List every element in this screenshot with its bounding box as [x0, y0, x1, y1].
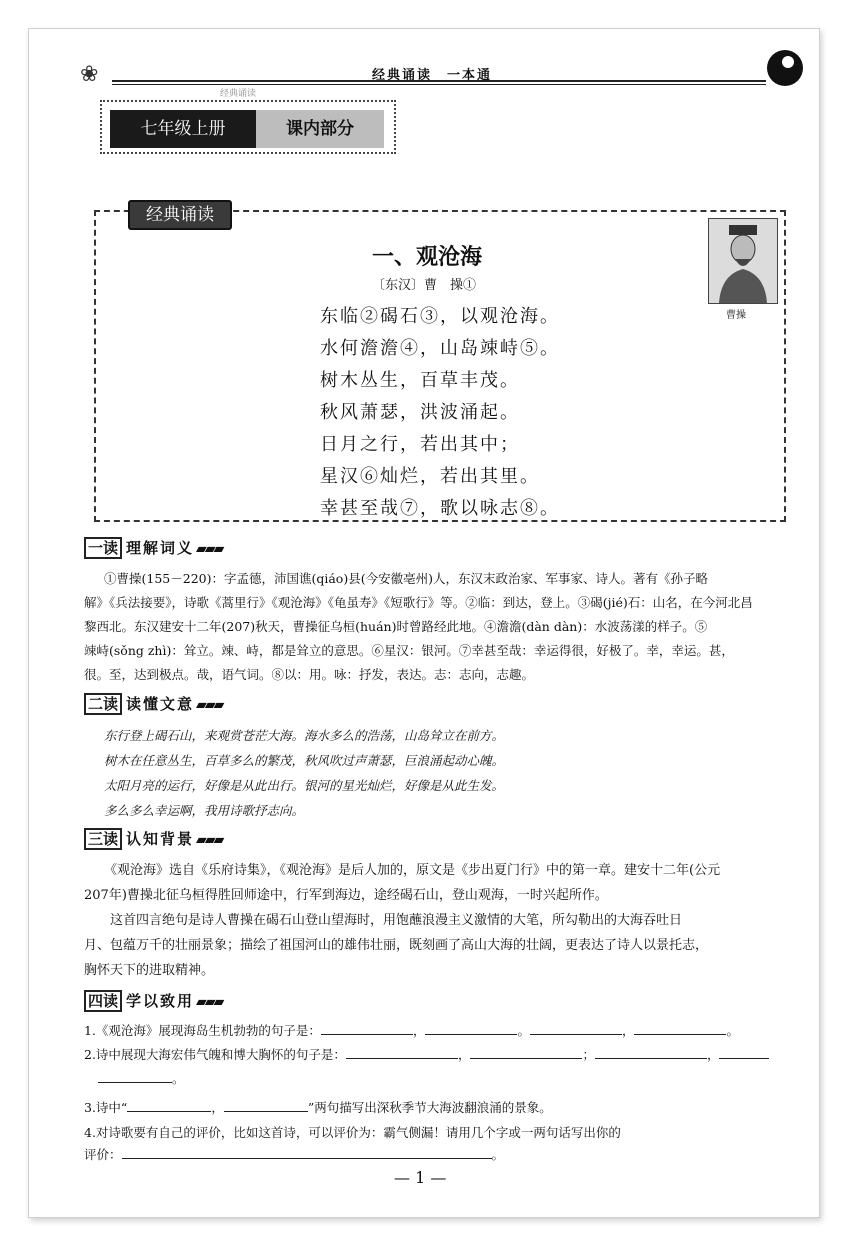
- book-title: 经典诵读 一本通: [372, 68, 493, 83]
- background-line: 207年)曹操北征乌桓得胜回师途中，行军到海边，途经碣石山，登山观海，一时兴起所作。: [84, 888, 608, 903]
- grade-level: 七年级上册: [110, 110, 256, 148]
- translation: [104, 723, 504, 823]
- header-rule-thin: [112, 84, 766, 85]
- flower-ornament-icon: ❀: [80, 62, 99, 87]
- poem-line: 东临②碣石③，以观沧海。: [320, 306, 560, 327]
- answer-blank[interactable]: [346, 1046, 458, 1059]
- answer-blank[interactable]: [595, 1046, 707, 1059]
- vocab-notes: [84, 567, 796, 687]
- note-line: 很。至，达到极点。哉，语气词。⑧以：用。咏：抒发，表达。志：志向，志趣。: [84, 667, 535, 682]
- answer-blank[interactable]: [634, 1022, 726, 1035]
- section-heading-1: [84, 537, 222, 561]
- translation-line: 多么多么幸运啊，我用诗歌抒志向。: [104, 803, 305, 818]
- answer-blank[interactable]: [122, 1146, 492, 1159]
- translation-line: 东行登上碣石山，来观赏苍茫大海。海水多么的浩荡，山岛耸立在前方。: [104, 728, 505, 743]
- section-title: 理解词义: [126, 539, 195, 557]
- section-bars-icon: ▰▰▰: [196, 697, 223, 713]
- question-4-cont: 评价： 。: [84, 1147, 505, 1162]
- note-line: 竦峙(sǒng zhì)：耸立。竦、峙，都是耸立的意思。⑥星汉：银河。⑦幸甚至哉：幸运得很，好极了。幸，幸运。甚，: [84, 643, 734, 658]
- section-number: 一读: [84, 537, 122, 559]
- section-heading-3: [84, 828, 222, 852]
- section-number: 三读: [84, 828, 122, 850]
- translation-line: 太阳月亮的运行，好像是从此出行。银河的星光灿烂，好像是从此生发。: [104, 778, 505, 793]
- answer-blank[interactable]: [425, 1022, 517, 1035]
- question-text: 3.诗中“: [84, 1100, 128, 1115]
- question-3: 3.诗中“ ， ”两句描写出深秋季节大海波翻浪涌的景象。: [84, 1100, 552, 1115]
- section-number: 二读: [84, 693, 122, 715]
- poem-line: 星汉⑥灿烂，若出其里。: [320, 466, 540, 487]
- question-text: 2.诗中展现大海宏伟气魄和博大胸怀的句子是：: [84, 1047, 346, 1062]
- question-text: 评价：: [84, 1147, 122, 1162]
- answer-blank[interactable]: [98, 1070, 172, 1083]
- header-ball-highlight: [782, 56, 794, 68]
- section-bars-icon: ▰▰▰: [196, 832, 223, 848]
- section-heading-4: [84, 990, 222, 1014]
- background-line: 胸怀天下的进取精神。: [84, 963, 215, 978]
- poem-title: 一、观沧海: [372, 245, 483, 270]
- background-line: 这首四言绝句是诗人曹操在碣石山登山望海时，用饱蘸浪漫主义激情的大笔，所勾勒出的大海吞吐日: [84, 913, 683, 928]
- question-text: 4.对诗歌要有自己的评价，比如这首诗，可以评价为：霸气侧漏！请用几个字或一两句话写出你的: [84, 1125, 621, 1140]
- section-bars-icon: ▰▰▰: [196, 541, 223, 557]
- grade-banner: [100, 100, 396, 154]
- answer-blank[interactable]: [224, 1099, 308, 1112]
- note-line: 黎西北。东汉建安十二年(207)秋天，曹操征乌桓(huán)时曾路经此地。④澹澹(dàn dàn)：水波荡漾的样子。⑤: [84, 619, 708, 634]
- answer-blank[interactable]: [127, 1099, 211, 1112]
- section-number: 四读: [84, 990, 122, 1012]
- translation-line: 树木在任意丛生，百草多么的繁茂，秋风吹过声萧瑟，巨浪涌起动心魄。: [104, 753, 505, 768]
- background-text: [84, 858, 796, 983]
- poem-line: 日月之行，若出其中；: [320, 434, 520, 455]
- question-text: ”两句描写出深秋季节大海波翻浪涌的景象。: [307, 1100, 552, 1115]
- question-2: 2.诗中展现大海宏伟气魄和博大胸怀的句子是： ， ； ，: [84, 1044, 769, 1066]
- background-line: 月、包蕴万千的壮丽景象；描绘了祖国河山的雄伟壮丽，既刻画了高山大海的壮阔，更表达了诗人以景托志，: [84, 938, 709, 953]
- answer-blank[interactable]: [530, 1022, 622, 1035]
- section-title: 读懂文意: [126, 695, 195, 713]
- header-small-note: 经典诵读: [220, 89, 257, 99]
- note-line: 解》《兵法接要》，诗歌《蒿里行》《观沧海》《龟虽寿》《短歌行》等。②临：到达，登上。③碣(jié)石：山名，在今河北昌: [84, 595, 753, 610]
- note-line: ①曹操(155－220)：字孟德，沛国谯(qiáo)县(今安徽亳州)人，东汉末政治家、军事家、诗人。著有《孙子略: [104, 571, 708, 586]
- poem-tag: 经典诵读: [128, 200, 232, 230]
- section-heading-2: [84, 693, 222, 717]
- grade-part: 课内部分: [256, 110, 384, 148]
- answer-blank[interactable]: [470, 1046, 582, 1059]
- section-bars-icon: ▰▰▰: [196, 994, 223, 1010]
- portrait-caption: 曹操: [726, 310, 746, 321]
- poem-line: 秋风萧瑟，洪波涌起。: [320, 402, 520, 423]
- page-number: — 1 —: [394, 1168, 447, 1187]
- background-line: 《观沧海》选自《乐府诗集》，《观沧海》是后人加的，原文是《步出夏门行》中的第一章。建安十二年(公元: [104, 863, 721, 878]
- answer-blank[interactable]: [719, 1046, 769, 1059]
- question-2-cont: 。: [84, 1068, 185, 1090]
- poem-line: 幸甚至哉⑦，歌以咏志⑧。: [320, 498, 560, 519]
- answer-blank[interactable]: [321, 1022, 413, 1035]
- section-title: 学以致用: [126, 992, 195, 1010]
- poem-line: 树木丛生，百草丰茂。: [320, 370, 520, 391]
- cao-cao-portrait: [708, 218, 778, 304]
- question-text: 1.《观沧海》展现海岛生机勃勃的句子是：: [84, 1023, 321, 1038]
- page: [42, 40, 806, 1200]
- section-title: 认知背景: [126, 830, 195, 848]
- question-4: [84, 1122, 621, 1144]
- question-1: 1.《观沧海》展现海岛生机勃勃的句子是： ， 。 ， 。: [84, 1023, 739, 1038]
- poem-line: 水何澹澹④，山岛竦峙⑤。: [320, 338, 560, 359]
- poem-author: 〔东汉〕曹 操①: [372, 278, 477, 293]
